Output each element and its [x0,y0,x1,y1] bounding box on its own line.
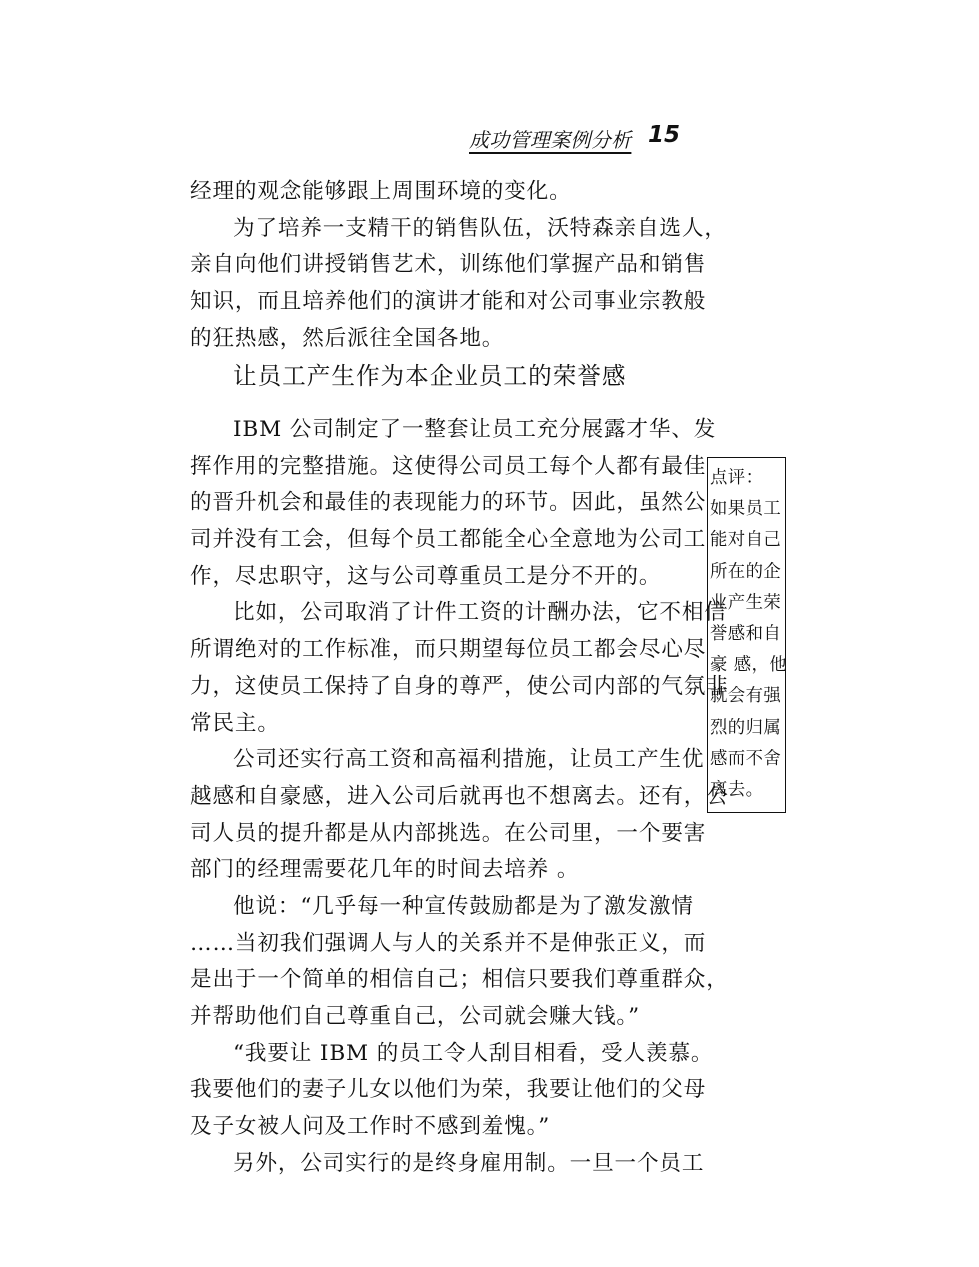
commentary-line: 誉感和自 [710,624,782,645]
commentary-line: 业产生荣 [710,592,782,613]
commentary-line: 感而不舍 [710,748,782,769]
text-line: 亲自向他们讲授销售艺术，训练他们掌握产品和销售 [190,252,707,278]
text-line: 的晋升机会和最佳的表现能力的环节。因此，虽然公 [190,490,707,516]
text-line: 我要他们的妻子儿女以他们为荣，我要让他们的父母 [190,1077,707,1103]
commentary-line: 就会有强 [710,686,782,707]
book-title: 成功管理案例分析 [469,128,632,152]
intro-paragraphs [190,174,727,357]
text-line: 作，尽忠职守，这与公司尊重员工是分不开的。 [190,563,662,589]
commentary-line: 如果员工 [710,499,782,520]
text-line: 司并没有工会，但每个员工都能全心全意地为公司工 [190,527,707,553]
text-line: IBM 公司制定了一整套让员工充分展露才华、发 [233,417,717,442]
running-header [460,120,690,156]
text-line: 他说：“几乎每一种宣传鼓励都是为了激发激情 [233,893,694,919]
main-paragraphs [190,412,729,1182]
text-line: 公司还实行高工资和高福利措施，让员工产生优 [233,747,705,773]
page-number: 15 [648,122,681,148]
text-line: 及子女被人问及工作时不感到羞愧。” [190,1114,551,1140]
text-line: 另外，公司实行的是终身雇用制。一旦一个员工 [233,1150,705,1176]
commentary-line: 能对自己 [710,530,782,551]
text-line: 越感和自豪感，进入公司后就再也不想离去。还有，公 [190,783,729,809]
text-line: 是出于一个简单的相信自己；相信只要我们尊重群众， [190,967,729,993]
text-line: 比如，公司取消了计件工资的计酬办法，它不相信 [233,600,727,626]
text-line: 部门的经理需要花几年的时间去培养 。 [190,857,580,883]
commentary-line: 烈的归属 [710,717,782,738]
text-line: ……当初我们强调人与人的关系并不是伸张正义，而 [190,930,707,956]
text-line: 并帮助他们自己尊重自己，公司就会赚大钱。” [190,1004,640,1029]
text-line: 司人员的提升都是从内部挑选。在公司里，一个要害 [190,820,707,846]
text-line: 力，这使员工保持了自身的尊严，使公司内部的气氛非 [190,673,729,699]
commentary-line: 离去。 [710,780,764,801]
text-line: 的狂热感，然后派往全国各地。 [190,325,505,351]
commentary-label: 点评： [710,468,764,488]
section-heading: 让员工产生作为本企业员工的荣誉感 [233,362,627,390]
commentary-box [707,457,786,813]
commentary-line: 所在的企 [710,561,782,582]
text-line: 为了培养一支精干的销售队伍，沃特森亲自选人， [233,215,727,241]
text-line: 知识，而且培养他们的演讲才能和对公司事业宗教般 [190,289,707,315]
commentary-line: 豪 感，他 [710,655,788,676]
text-line: 经理的观念能够跟上周围环境的变化。 [190,179,572,204]
text-line: 所谓绝对的工作标准，而只期望每位员工都会尽心尽 [190,637,707,663]
text-line: 常民主。 [190,710,280,736]
text-line: 挥作用的完整措施。这使得公司员工每个人都有最佳 [190,453,707,479]
text-line: “我要让 IBM 的员工令人刮目相看，受人羡慕。 [233,1040,714,1066]
